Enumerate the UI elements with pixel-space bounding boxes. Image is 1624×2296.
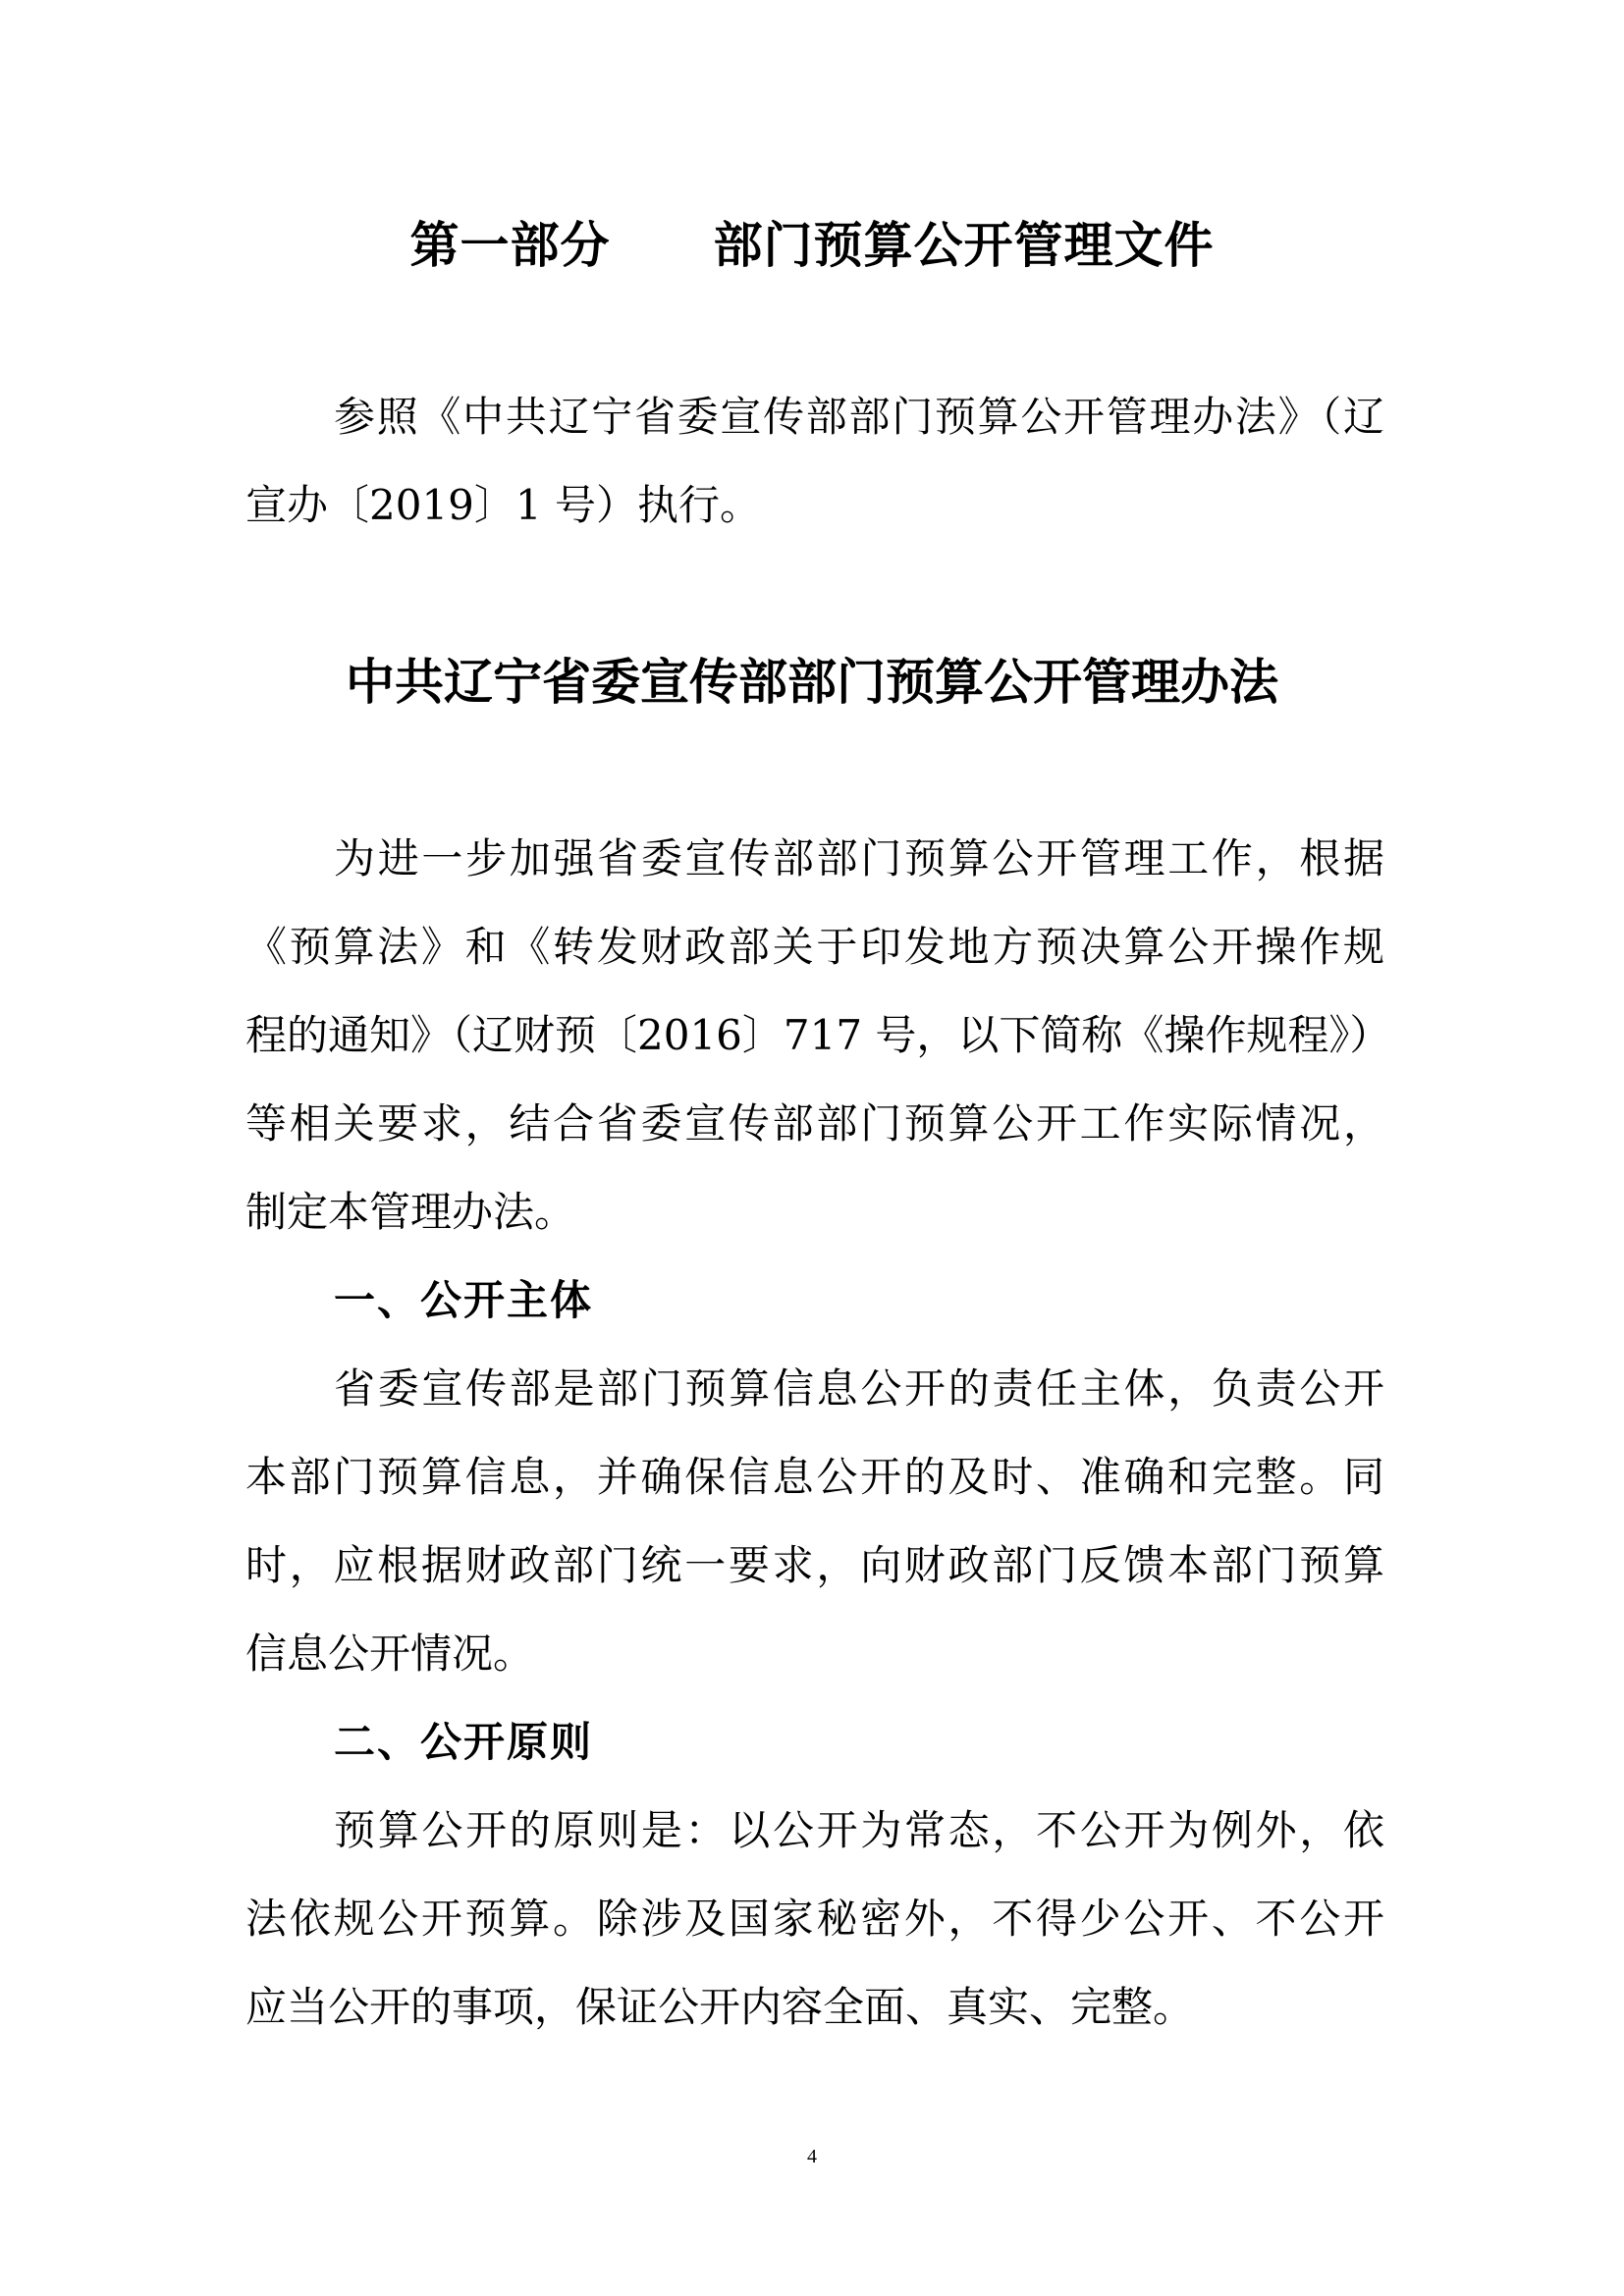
para1-line-2: 《预算法》和《转发财政部关于印发地方预决算公开操作规 [245, 923, 1384, 971]
para1-line-3: 程的通知》（辽财预〔2016〕717 号，以下简称《操作规程》） [245, 1011, 1391, 1059]
part-title: 部门预算公开管理文件 [713, 217, 1215, 274]
section1-line-4: 信息公开情况。 [245, 1629, 535, 1678]
section2-title: 二、公开原则 [334, 1718, 594, 1766]
para1-line-1: 为进一步加强省委宣传部部门预算公开管理工作，根据 [334, 834, 1384, 882]
para1-line-4: 等相关要求，结合省委宣传部部门预算公开工作实际情况， [245, 1099, 1384, 1148]
section1-line-3: 时，应根据财政部门统一要求，向财政部门反馈本部门预算 [245, 1541, 1384, 1589]
part-heading [0, 211, 1624, 280]
section1-title: 一、公开主体 [334, 1276, 594, 1324]
intro-line-1: 参照《中共辽宁省委宣传部部门预算公开管理办法》（辽 [334, 393, 1384, 441]
section1-line-2: 本部门预算信息，并确保信息公开的及时、准确和完整。同 [245, 1453, 1384, 1501]
section1-line-1: 省委宣传部是部门预算信息公开的责任主体，负责公开 [334, 1364, 1384, 1413]
para1-line-5: 制定本管理办法。 [245, 1188, 576, 1236]
page-number: 4 [807, 2146, 817, 2167]
section2-line-2: 法依规公开预算。除涉及国家秘密外，不得少公开、不公开 [245, 1895, 1384, 1943]
intro-line-2: 宣办〔2019〕1 号）执行。 [245, 481, 761, 529]
document-title: 中共辽宁省委宣传部部门预算公开管理办法 [346, 654, 1278, 711]
section2-line-1: 预算公开的原则是：以公开为常态，不公开为例外，依 [334, 1806, 1384, 1854]
section2-line-3: 应当公开的事项，保证公开内容全面、真实、完整。 [245, 1983, 1195, 2031]
part-label: 第一部分 [409, 217, 611, 274]
